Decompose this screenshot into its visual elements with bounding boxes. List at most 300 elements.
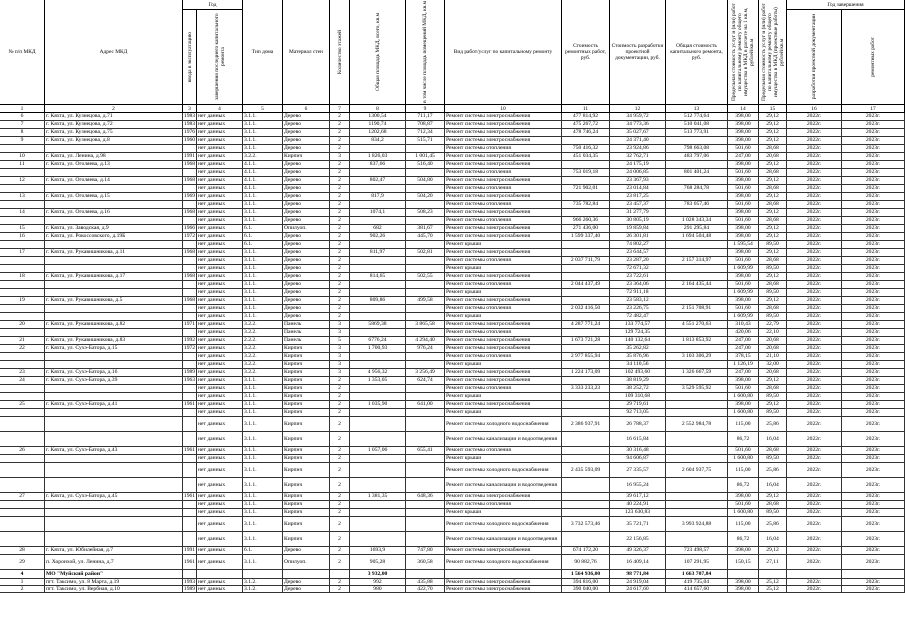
table-cell: 3.1.2. <box>243 579 283 585</box>
table-row <box>0 249 905 257</box>
table-cell: 2022г. <box>787 137 842 144</box>
table-cell: 501,60 <box>728 305 759 312</box>
table-cell <box>406 501 445 508</box>
table-cell: 2 <box>330 265 350 272</box>
table-cell: 501,60 <box>728 185 759 192</box>
table-cell: 2023г. <box>842 532 905 546</box>
table-cell: 6.1. <box>243 225 283 232</box>
table-cell <box>562 297 610 304</box>
table-cell: 92 713,05 <box>610 409 666 416</box>
table-cell: 516,40 <box>406 161 445 168</box>
table-cell: 2022г. <box>787 241 842 248</box>
table-cell: 3.1.1. <box>243 121 283 128</box>
table-cell <box>562 432 610 446</box>
table-cell: 19 859,84 <box>610 225 666 232</box>
table-cell <box>666 345 728 352</box>
table-cell: 1968 <box>183 297 196 304</box>
table-cell: г. Кяхта, ул. Сухэ-Батора, д.39 <box>45 377 183 384</box>
table-cell: 3 <box>330 345 350 352</box>
table-cell: Ремонт системы отопления <box>445 185 562 192</box>
table-cell: 2 <box>330 586 350 592</box>
table-cell: 2022г. <box>787 455 842 462</box>
table-cell: 140 132,64 <box>610 337 666 344</box>
table-cell: Панель <box>283 337 330 344</box>
table-cell: нет данных <box>197 169 243 176</box>
col-number-text: 3 <box>188 105 191 112</box>
header-col-limit-2 <box>759 0 787 105</box>
table-cell: 28,68 <box>759 447 787 454</box>
table-cell: 3.1.1. <box>243 265 283 272</box>
header-label: в том числе площадь помещений МКД, кв.м <box>422 1 428 103</box>
table-cell <box>0 393 45 400</box>
table-cell <box>406 361 445 368</box>
table-cell <box>562 161 610 168</box>
table-cell: 398,00 <box>728 193 759 200</box>
table-cell: нет данных <box>197 353 243 360</box>
table-cell <box>350 201 406 208</box>
header-col-number <box>330 105 350 113</box>
table-cell: 16,04 <box>759 432 787 446</box>
table-cell: 26 <box>0 447 45 454</box>
table-cell: 30 805,19 <box>610 217 666 224</box>
table-row <box>0 345 905 353</box>
table-cell: 7 <box>0 121 45 128</box>
table-cell: 28,68 <box>759 145 787 152</box>
table-cell <box>183 185 197 192</box>
header-col-no <box>0 0 45 105</box>
table-cell: 28,68 <box>759 305 787 312</box>
table-cell <box>406 265 445 272</box>
table-cell: 1 826,03 <box>350 153 406 160</box>
table-cell: Дерево <box>283 193 330 200</box>
table-cell: 2 <box>330 249 350 256</box>
table-cell: Дерево <box>283 217 330 224</box>
table-cell: 513 773,91 <box>666 129 728 136</box>
table-cell: 398,00 <box>728 161 759 168</box>
table-cell: 38 252,72 <box>610 385 666 392</box>
table-cell: 1 600,80 <box>728 409 759 416</box>
table-cell: 2023г. <box>842 121 905 128</box>
table-cell: 32,00 <box>759 361 787 368</box>
table-cell: 94 606,87 <box>610 455 666 462</box>
col-number-text: 17 <box>870 105 876 112</box>
table-row <box>0 281 905 289</box>
table-cell: 2.2.2. <box>243 337 283 344</box>
table-cell: 35 721,71 <box>610 517 666 531</box>
table-cell: 16 955,24 <box>610 478 666 492</box>
table-row <box>0 377 905 385</box>
table-cell <box>350 281 406 288</box>
table-cell: 1 035,90 <box>350 401 406 408</box>
table-cell: 109 310,68 <box>610 393 666 400</box>
table-body <box>0 113 905 640</box>
table-cell: г. Кяхта, ул. Рукавишникова, д.83 <box>45 337 183 344</box>
table-cell: 98 771,84 <box>610 570 666 578</box>
table-cell: 35 262,82 <box>610 345 666 352</box>
table-cell: 2 <box>330 555 350 569</box>
table-cell: 422,70 <box>406 586 445 592</box>
table-cell <box>666 409 728 416</box>
table-cell: 3.1.1. <box>243 478 283 492</box>
table-cell <box>350 532 406 546</box>
table-cell <box>183 417 197 431</box>
table-cell: 2022г. <box>787 193 842 200</box>
table-cell: Ремонт системы отопления <box>445 385 562 392</box>
table-cell: 310,43 <box>728 321 759 328</box>
table-row <box>0 233 905 241</box>
table-cell: Ремонт системы электроснабжения <box>445 233 562 240</box>
table-cell: нет данных <box>197 586 243 592</box>
table-cell: 501,60 <box>728 447 759 454</box>
table-cell: 2 032 416,50 <box>562 305 610 312</box>
table-cell <box>666 209 728 216</box>
table-row <box>0 417 905 432</box>
table-cell: 1972 <box>183 345 196 352</box>
table-cell: нет данных <box>197 463 243 477</box>
table-cell <box>787 570 842 578</box>
table-cell: 1968 <box>183 177 196 184</box>
table-row <box>0 353 905 361</box>
table-cell: 2022г. <box>787 369 842 376</box>
header-col-number <box>183 105 197 113</box>
table-cell: 2022г. <box>787 377 842 384</box>
table-cell: 3.1.1. <box>243 517 283 531</box>
table-cell: 2 <box>330 401 350 408</box>
table-cell: 499,58 <box>406 297 445 304</box>
table-cell: 4 551 270,63 <box>666 321 728 328</box>
table-cell: Ремонт системы электроснабжения <box>445 321 562 328</box>
table-cell: 2023г. <box>842 353 905 360</box>
table-cell: 3.1.1. <box>243 401 283 408</box>
table-cell: 6.1. <box>243 233 283 240</box>
table-cell: Ремонт системы электроснабжения <box>445 369 562 376</box>
table-cell: Дерево <box>283 185 330 192</box>
table-cell <box>666 447 728 454</box>
table-cell: Дерево <box>283 161 330 168</box>
table-cell: 3.2.2. <box>243 321 283 328</box>
table-cell: 435,88 <box>406 579 445 585</box>
table-cell: 445,70 <box>406 233 445 240</box>
table-cell: нет данных <box>197 447 243 454</box>
table-cell <box>0 463 45 477</box>
col-number-text: 1 <box>20 105 24 112</box>
table-cell: 508,23 <box>406 209 445 216</box>
table-row <box>0 337 905 345</box>
table-cell: 2023г. <box>842 305 905 312</box>
table-header <box>0 0 905 113</box>
table-cell: 2022г. <box>787 209 842 216</box>
table-cell: 2023г. <box>842 401 905 408</box>
table-cell: Ремонт системы холодного водоснабжения <box>445 417 562 431</box>
table-cell: 1 028 343,34 <box>666 217 728 224</box>
table-cell: г. Кяхта, ул. Кузнецова, д.75 <box>45 129 183 136</box>
table-cell: 1 595,54 <box>728 241 759 248</box>
table-cell: г. Кяхта, ул. Сухэ-Батора, д.16 <box>45 369 183 376</box>
table-cell <box>0 217 45 224</box>
table-cell: 89,50 <box>759 313 787 320</box>
table-cell: 2 <box>330 393 350 400</box>
table-cell <box>183 361 197 368</box>
table-cell: 39 617,12 <box>610 493 666 500</box>
table-cell <box>183 532 197 546</box>
table-cell: 3.1.1. <box>243 432 283 446</box>
table-cell: 2 <box>330 193 350 200</box>
table-cell: 801 401,24 <box>666 169 728 176</box>
table-cell: 2 386 937,91 <box>562 417 610 431</box>
table-cell: Ремонт системы электроснабжения <box>445 121 562 128</box>
table-cell <box>183 432 197 446</box>
table-row <box>0 361 905 369</box>
table-cell <box>0 409 45 416</box>
table-cell: 2022г. <box>787 201 842 208</box>
header-col-number <box>406 105 445 113</box>
table-cell: Ремонт системы электроснабжения <box>445 153 562 160</box>
table-cell <box>666 393 728 400</box>
table-cell <box>45 353 183 360</box>
table-cell: 3.1.1. <box>243 417 283 431</box>
table-cell: 2022г. <box>787 161 842 168</box>
table-cell: 2022г. <box>787 547 842 554</box>
table-cell: 2 <box>330 185 350 192</box>
table-cell: 1 600,80 <box>728 393 759 400</box>
table-cell: 2022г. <box>787 249 842 256</box>
table-cell <box>406 409 445 416</box>
table-cell: 3.1.1. <box>243 532 283 546</box>
table-cell: 3.1.1. <box>243 273 283 280</box>
table-cell: 20,68 <box>759 337 787 344</box>
table-cell: Ремонт системы отопления <box>445 169 562 176</box>
header-label: завершения последнего капитального ремонта <box>213 13 226 101</box>
table-cell: Дерево <box>283 579 330 585</box>
table-cell: 25,86 <box>759 417 787 431</box>
table-cell <box>666 177 728 184</box>
table-cell: 2022г. <box>787 233 842 240</box>
table-cell <box>183 313 197 320</box>
table-cell: 23 367,93 <box>610 177 666 184</box>
header-label: Предельная стоимость услуг и (или) работ по капитальному ремонту общего имущества в МКД (проектные работы) рублей/кв.м <box>760 3 785 101</box>
table-cell <box>562 289 610 296</box>
table-cell <box>183 517 197 531</box>
table-cell <box>406 532 445 546</box>
table-cell: 2023г. <box>842 185 905 192</box>
table-cell: 648,36 <box>406 493 445 500</box>
table-cell: 398,00 <box>728 401 759 408</box>
table-cell <box>183 241 197 248</box>
table-cell <box>183 329 197 336</box>
table-cell <box>350 217 406 224</box>
table-cell: 1 600,80 <box>728 455 759 462</box>
table-cell: Ремонт системы электроснабжения <box>445 345 562 352</box>
table-cell: 2 <box>330 501 350 508</box>
table-cell: 2023г. <box>842 225 905 232</box>
table-cell <box>406 201 445 208</box>
table-cell: 2 <box>330 478 350 492</box>
table-cell <box>0 532 45 546</box>
table-cell <box>666 329 728 336</box>
table-cell <box>45 289 183 296</box>
table-cell: 3 529 595,92 <box>666 385 728 392</box>
table-cell: 1983 <box>183 113 196 120</box>
table-cell: 3.1.1. <box>243 377 283 384</box>
table-cell: Ремонт системы отопления <box>445 329 562 336</box>
table-cell: 3.2.2. <box>243 329 283 336</box>
table-cell: 2 <box>330 432 350 446</box>
table-cell: 711,17 <box>406 113 445 120</box>
table-row <box>0 463 905 478</box>
table-cell: Кирпич <box>283 401 330 408</box>
table-row <box>0 586 905 593</box>
table-cell <box>45 361 183 368</box>
table-cell: 2022г. <box>787 289 842 296</box>
table-cell: 2023г. <box>842 463 905 477</box>
header-col-area-premises <box>406 0 445 105</box>
table-row <box>0 225 905 233</box>
table-cell <box>350 393 406 400</box>
table-cell: Дерево <box>283 289 330 296</box>
table-cell <box>666 313 728 320</box>
table-cell: нет данных <box>197 478 243 492</box>
table-cell: г. Кяхта, ул. Сухэ-Батора, д.43 <box>45 447 183 454</box>
table-cell: 2022г. <box>787 345 842 352</box>
table-cell: 1 381,35 <box>350 493 406 500</box>
table-cell: 1 663 707,84 <box>666 570 728 578</box>
table-cell: 40 224,91 <box>610 501 666 508</box>
table-cell: 1 700,93 <box>350 345 406 352</box>
col-number-text: 8 <box>376 105 379 112</box>
table-cell: Ремонт крыши <box>445 409 562 416</box>
table-row <box>0 329 905 337</box>
table-cell: 29,12 <box>759 297 787 304</box>
table-cell: 2 <box>330 493 350 500</box>
table-cell <box>666 161 728 168</box>
table-cell: 25,12 <box>759 586 787 592</box>
header-label: Количество этажей <box>336 29 343 75</box>
table-row <box>0 532 905 547</box>
table-cell: 2 <box>330 305 350 312</box>
table-cell: 23 722,61 <box>610 273 666 280</box>
table-cell: Кирпич <box>283 463 330 477</box>
table-cell: 72 482,47 <box>610 313 666 320</box>
table-cell: Дерево <box>283 137 330 144</box>
table-cell: Дерево <box>283 586 330 592</box>
table-cell: Ремонт системы электроснабжения <box>445 161 562 168</box>
table-cell: 2 037 711,79 <box>562 257 610 264</box>
table-cell: Кирпич <box>283 455 330 462</box>
table-cell <box>0 241 45 248</box>
table-cell: нет данных <box>197 509 243 516</box>
table-cell: 30 316,48 <box>610 447 666 454</box>
table-cell <box>45 185 183 192</box>
table-cell: Кирпич <box>283 493 330 500</box>
col-number-text: 15 <box>769 105 776 112</box>
table-cell: 1 564 936,00 <box>562 570 610 578</box>
table-cell: Ремонт системы отопления <box>445 201 562 208</box>
table-cell: 2 604 937,75 <box>666 463 728 477</box>
table-cell: 2022г. <box>787 313 842 320</box>
table-cell: 29,12 <box>759 401 787 408</box>
table-cell: 3.1.1. <box>243 201 283 208</box>
table-cell: 817,9 <box>350 193 406 200</box>
table-cell: Ремонт системы электроснабжения <box>445 113 562 120</box>
table-cell <box>183 455 197 462</box>
table-cell: 3.1.1. <box>243 447 283 454</box>
header-group-label: Год завершения <box>827 1 864 8</box>
table-cell <box>183 305 197 312</box>
table-row <box>0 273 905 281</box>
table-cell: 89,50 <box>759 241 787 248</box>
table-cell <box>45 169 183 176</box>
table-cell: нет данных <box>197 393 243 400</box>
table-cell: нет данных <box>197 273 243 280</box>
table-cell: 1074,1 <box>350 209 406 216</box>
table-cell: 115,00 <box>728 463 759 477</box>
table-cell: 2022г. <box>787 501 842 508</box>
table-cell: Ремонт системы холодного водоснабжения <box>445 463 562 477</box>
table-cell: 502,81 <box>406 249 445 256</box>
table-cell: Панель <box>283 329 330 336</box>
table-row <box>0 161 905 169</box>
table-cell: 2 <box>330 509 350 516</box>
table-cell: 3.1.1. <box>243 509 283 516</box>
table-cell <box>350 509 406 516</box>
table-cell: 15 <box>0 225 45 232</box>
table-cell: Кирпич <box>283 385 330 392</box>
table-cell: 115,00 <box>728 417 759 431</box>
table-cell: 512 774,64 <box>666 113 728 120</box>
table-cell: нет данных <box>197 265 243 272</box>
table-cell <box>45 201 183 208</box>
table-cell: п. Хоронхой, ул. Ленина, д.7 <box>45 555 183 569</box>
table-cell: 1 326 667,59 <box>666 369 728 376</box>
table-cell: 2023г. <box>842 329 905 336</box>
table-cell: 398,00 <box>728 493 759 500</box>
table-cell: 2023г. <box>842 321 905 328</box>
table-cell: 34 959,72 <box>610 113 666 120</box>
table-cell: 2022г. <box>787 393 842 400</box>
table-row <box>0 478 905 493</box>
table-cell <box>562 361 610 368</box>
table-row <box>0 153 905 161</box>
table-cell: 2 <box>330 313 350 320</box>
table-cell: Ремонт крыши <box>445 265 562 272</box>
header-col-area-total <box>350 0 406 105</box>
table-cell: 31 277,79 <box>610 209 666 216</box>
table-cell: нет данных <box>197 337 243 344</box>
table-row <box>0 579 905 586</box>
table-cell: 2022г. <box>787 353 842 360</box>
table-cell: 90 882,76 <box>562 555 610 569</box>
table-cell <box>562 447 610 454</box>
header-col-type <box>243 0 283 105</box>
table-cell: Кирпич <box>283 509 330 516</box>
table-cell: г. Кяхта, ул. Кузнецова, д.72 <box>45 121 183 128</box>
header-col-cost-design <box>610 0 666 105</box>
table-cell: 809,86 <box>350 297 406 304</box>
table-cell: 2022г. <box>787 478 842 492</box>
table-cell <box>45 313 183 320</box>
table-cell: Дерево <box>283 281 330 288</box>
table-cell: 72 911,18 <box>610 289 666 296</box>
table-cell: 3.1.1. <box>243 501 283 508</box>
table-cell: нет данных <box>197 113 243 120</box>
table-cell <box>562 265 610 272</box>
table-cell: Кирпич <box>283 345 330 352</box>
table-cell: 3.1.1. <box>243 297 283 304</box>
table-cell <box>45 509 183 516</box>
table-cell: 1991 <box>183 547 196 554</box>
table-cell: 1 599 337,40 <box>562 233 610 240</box>
table-cell <box>183 393 197 400</box>
